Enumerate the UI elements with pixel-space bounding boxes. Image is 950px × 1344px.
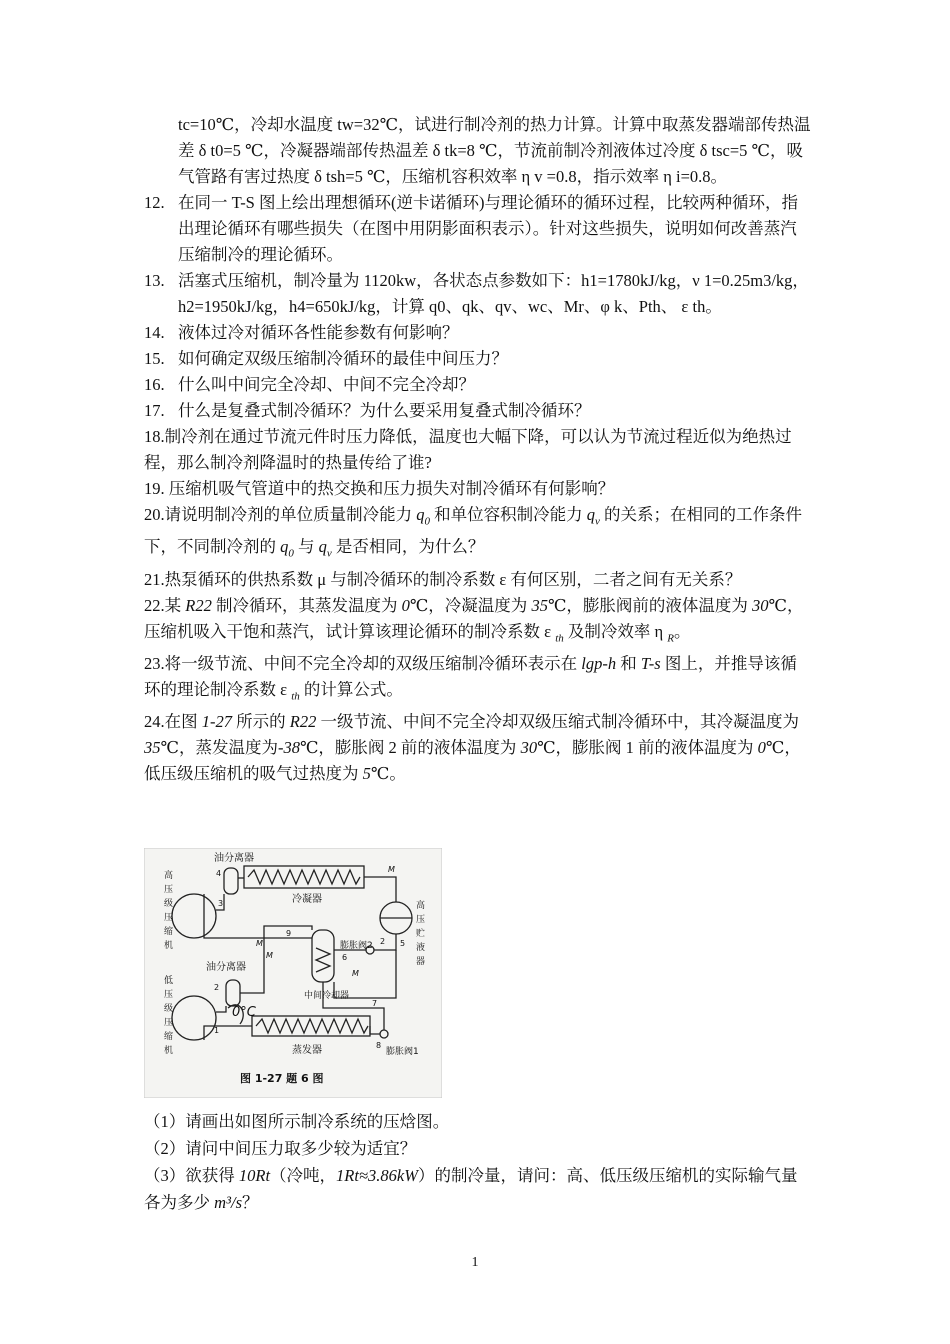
label-evaporator: 蒸发器 [292,1045,322,1056]
question-14 [144,320,812,346]
question-number: 12. [144,193,165,212]
question-13 [144,268,812,320]
sub-question-1: （1）请画出如图所示制冷系统的压焓图。 [144,1112,450,1131]
svg-text:2: 2 [380,937,386,946]
svg-text:5: 5 [400,939,406,948]
label-mass-flow-top: M [388,865,395,874]
question-number: 16. [144,375,165,394]
svg-text:级: 级 [164,1004,174,1014]
question-text: 什么是复叠式制冷循环？为什么要采用复叠式制冷循环？ [178,401,591,420]
page-number: 1 [471,1255,479,1270]
symbol-q: q [416,505,425,524]
question-16 [144,372,812,398]
svg-text:低: 低 [164,976,174,986]
svg-text:液: 液 [416,943,426,953]
question-number: 15. [144,349,165,368]
question-23: 23.将一级节流、中间不完全冷却的双级压缩制冷循环表示在 lgp-h 和 T-s 图上，并推导该循环的理论制冷系数 ε $_{th}$ 的计算公式。 [144,653,797,703]
svg-text:机: 机 [164,1046,174,1056]
svg-text:贮: 贮 [416,929,426,939]
svg-text:高: 高 [164,871,174,881]
question-11-continuation: tc=10℃，冷却水温度 tw=32℃，试进行制冷剂的热力计算。计算中取蒸发器端部传热温差 δ t0=5 ℃，冷凝器端部传热温差 δ tk=8 ℃，节流前制冷剂液体过冷度 δ tsc=5 ℃，吸气管路有害过热度 δ tsh=5 ℃，压缩机容积效率 η v =0.8，指示效率 η i=0.8。 [178,115,811,186]
question-17 [144,398,812,424]
svg-text:器: 器 [416,957,426,967]
svg-text:高: 高 [416,901,426,911]
figure-frame [144,848,442,1098]
label-expansion-valve-1: 膨胀阀1 [386,1047,419,1057]
svg-text:2: 2 [214,983,220,992]
question-24: 24.在图 1-27 所示的 R22 一级节流、中间不完全冷却双级压缩式制冷循环中，其冷凝温度为 35℃，蒸发温度为-38℃，膨胀阀 2 前的液体温度为 30℃，膨胀阀 1 前的液体温度为 0℃，低压级压缩机的吸气过热度为 5℃。 [144,712,801,784]
question-text: 如何确定双级压缩制冷循环的最佳中间压力？ [178,349,508,368]
question-number: 13. [144,271,165,290]
svg-text:级: 级 [164,899,174,909]
label-expansion-valve-2: 膨胀阀2 [340,941,373,951]
label-mass-flow-d: M [266,951,273,960]
svg-text:压: 压 [164,1018,174,1028]
question-21: 21.热泵循环的供热系数 μ 与制冷循环的制冷系数 ε 有何区别，二者之间有无关系？ [144,569,742,589]
question-12 [144,190,812,268]
svg-text:3: 3 [218,899,224,908]
svg-text:缩: 缩 [164,927,174,937]
label-condenser: 冷凝器 [292,894,322,905]
symbol-q: q [318,537,327,557]
question-number: 14. [144,323,165,342]
question-text: 活塞式压缩机，制冷量为 1120kw，各状态点参数如下：h1=1780kJ/kg，ν 1=0.25m3/kg，h2=1950kJ/kg，h4=650kJ/kg，计算 q0、qk、qv、wc、Mr、φ k、Pth、 ε th。 [178,271,809,316]
label-oil-separator-top: 油分离器 [214,853,254,864]
question-19: 19. 压缩机吸气管道中的热交换和压力损失对制冷循环有何影响？ [144,479,615,498]
label-intercooler: 中间冷却器 [304,991,350,1001]
svg-text:压: 压 [416,915,426,925]
svg-text:压: 压 [164,885,174,895]
figure-caption: 图 1-27 题 6 图 [240,1072,324,1085]
sub-question-3: （3）欲获得 10Rt（冷吨，1Rt≈3.86kW）的制冷量，请问：高、低压级压缩机的实际输气量各为多少 m³/s？ [144,1166,798,1212]
symbol-q: q [280,537,289,557]
question-text: 什么叫中间完全冷却、中间不完全冷却？ [178,375,475,394]
question-body [144,112,812,787]
svg-text:压: 压 [164,913,174,923]
sub-question-2: （2）请问中间压力取多少较为适宜？ [144,1139,417,1158]
svg-text:7: 7 [372,999,378,1008]
label-oil-separator-mid: 油分离器 [206,962,246,973]
refrigeration-system-diagram [144,848,442,1098]
question-15 [144,346,812,372]
svg-text:4: 4 [216,869,222,878]
sub-questions [144,1108,812,1216]
svg-text:6: 6 [342,953,348,962]
svg-text:8: 8 [376,1041,382,1050]
label-mass-flow-A: M [352,969,359,978]
svg-text:缩: 缩 [164,1032,174,1042]
question-18: 18.制冷剂在通过节流元件时压力降低，温度也大幅下降，可以认为节流过程近似为绝热过程，那么制冷剂降温时的热量传给了谁? [144,427,792,472]
question-22: 22.某 R22 制冷循环，其蒸发温度为 0℃，冷凝温度为 35℃，膨胀阀前的液体温度为 30℃，压缩机吸入干饱和蒸汽，试计算该理论循环的制冷系数 ε $_{th}$ 及制冷效率 η $_R$。 [144,595,804,644]
svg-text:1: 1 [214,1026,220,1035]
svg-text:9: 9 [286,929,292,938]
svg-text:机: 机 [164,941,174,951]
svg-text:压: 压 [164,990,174,1000]
question-text: 液体过冷对循环各性能参数有何影响？ [178,323,459,342]
label-handwritten-temp: 0°C [232,1005,256,1020]
question-text: 在同一 T-S 图上绘出理想循环(逆卡诺循环)与理论循环的循环过程，比较两种循环，指出理论循环有哪些损失（在图中用阴影面积表示）。针对这些损失，说明如何改善蒸汽压缩制冷的理论循环。 [178,193,798,264]
question-number: 17. [144,401,165,420]
label-mass-flow-h: M [256,939,263,948]
symbol-q: q [586,505,595,524]
question-20: 20.请说明制冷剂的单位质量制冷能力 $q_0$ 和单位容积制冷能力 $q_v$ 的关系；在相同的工作条件下，不同制冷剂的 $q_0$ 与 $q_v$ 是否相同，为什么？ [144,505,803,560]
